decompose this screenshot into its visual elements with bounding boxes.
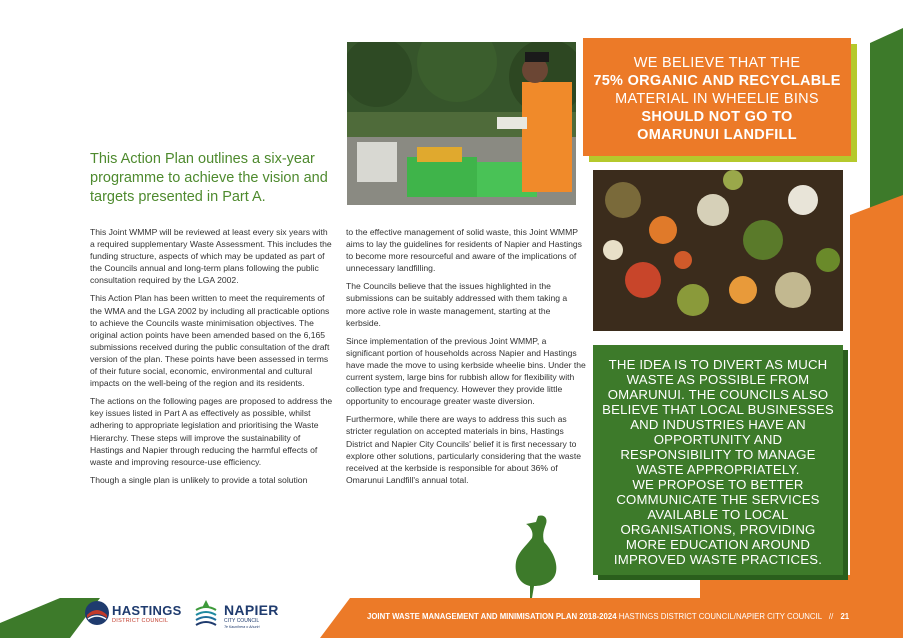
- paragraph: Since implementation of the previous Joint WMMP, a significant portion of households across Napier and Hastings have made the move to using kerbside wheelie bins. Under the current system, large bins for rubbish allow for flexibility with collection type and frequency. However they provide little opportunity to encourage greater waste diversion.: [346, 335, 586, 407]
- napier-logo-text: NAPIER: [224, 602, 279, 618]
- footer-plan-title: JOINT WASTE MANAGEMENT AND MINIMISATION PLAN 2018-2024: [367, 612, 617, 621]
- callout-paragraph: WE PROPOSE TO BETTER COMMUNICATE THE SERVICES AVAILABLE TO LOCAL ORGANISATIONS, PROVIDING MORE EDUCATION AROUND IMPROVED WASTE PRACTICES.: [613, 477, 823, 567]
- text-column-2: [346, 226, 586, 492]
- paragraph: This Action Plan has been written to meet the requirements of the WMA and the LGA 2002 by including all practicable options to achieve the Councils waste minimisation objectives. The original action points have been amended based on the 6,165 submissions received during the public consultation of the draft version of the plan. These points have been assessed in terms of their future social, economic, environmental and cultural impacts on the well-being of the region and its residents.: [90, 293, 330, 389]
- callout-paragraph: THE IDEA IS TO DIVERT AS MUCH WASTE AS POSSIBLE FROM OMARUNUI. THE COUNCILS ALSO BELIEVE THAT LOCAL BUSINESSES AND INDUSTRIES HAVE AN OPPORTUNITY AND RESPONSIBILITY TO MANAGE WASTE APPROPRIATELY.: [602, 357, 834, 477]
- paragraph: Furthermore, while there are ways to address this such as stricter regulation on accepted materials in bins, Hastings District and Napier City Councils' belief it is first necessary to explore other solutions, particularly considering that the waste received at the kerbside is responsible for about 36% of Omarunui Landfill's annual total.: [346, 414, 582, 485]
- hastings-logo: [84, 600, 184, 628]
- hastings-logo-text: HASTINGS: [112, 603, 182, 618]
- text-column-1: [90, 226, 333, 492]
- callout-line: SHOULD NOT GO TO: [641, 109, 793, 125]
- page-number: 21: [840, 612, 850, 621]
- paragraph: The Councils believe that the issues highlighted in the submissions can be suitably addressed with them taking a more active role in waste management, starting at the kerbside.: [346, 281, 568, 328]
- napier-logo: [192, 598, 282, 632]
- callout-line: MATERIAL IN WHEELIE BINS: [615, 91, 819, 107]
- hastings-logo-subtext: DISTRICT COUNCIL: [112, 618, 169, 624]
- paragraph: Though a single plan is unlikely to provide a total solution: [90, 474, 308, 485]
- paragraph: The actions on the following pages are proposed to address the key issues listed in Part A as effectively as possible, whilst adhering to appropriate legislation and prioritising the Waste Hierarchy. These steps will improve the sustainability of Hastings and Napier through reducing the harmful effects of waste and improving resource-use efficiency.: [90, 396, 333, 467]
- organic-recyclable-callout: [583, 38, 851, 156]
- paragraph: This Joint WMMP will be reviewed at least every six years with a required supplementary Waste Assessment. This includes the funding structure, aspects of which may be updated as part of the Councils annual and long-term plans following the public consultation required by the LGA 2002.: [90, 227, 332, 286]
- callout-line: 75% ORGANIC AND RECYCLABLE: [593, 73, 841, 89]
- footer-title: [367, 612, 849, 621]
- divert-waste-callout: [593, 345, 843, 575]
- paragraph: to the effective management of solid waste, this Joint WMMP aims to lay the guidelines for residents of Napier and Hastings to become more resourceful and aware of the implications of unnecessary landfilling.: [346, 227, 582, 274]
- napier-logo-subtext: CITY COUNCIL: [224, 618, 260, 624]
- intro-heading: This Action Plan outlines a six-year programme to achieve the vision and targets presented in Part A.: [90, 151, 328, 205]
- recycling-worker-photo: [347, 42, 576, 205]
- footer-separator: //: [828, 612, 834, 621]
- napier-logo-tagline: Te Kaunihera o Ahuriri: [224, 625, 260, 629]
- callout-line: OMARUNUI LANDFILL: [637, 127, 797, 143]
- bird-silhouette-icon: [508, 512, 564, 598]
- food-waste-photo: [593, 170, 843, 331]
- footer-councils: HASTINGS DISTRICT COUNCIL/NAPIER CITY COUNCIL: [618, 612, 822, 621]
- callout-line: WE BELIEVE THAT THE: [633, 55, 801, 71]
